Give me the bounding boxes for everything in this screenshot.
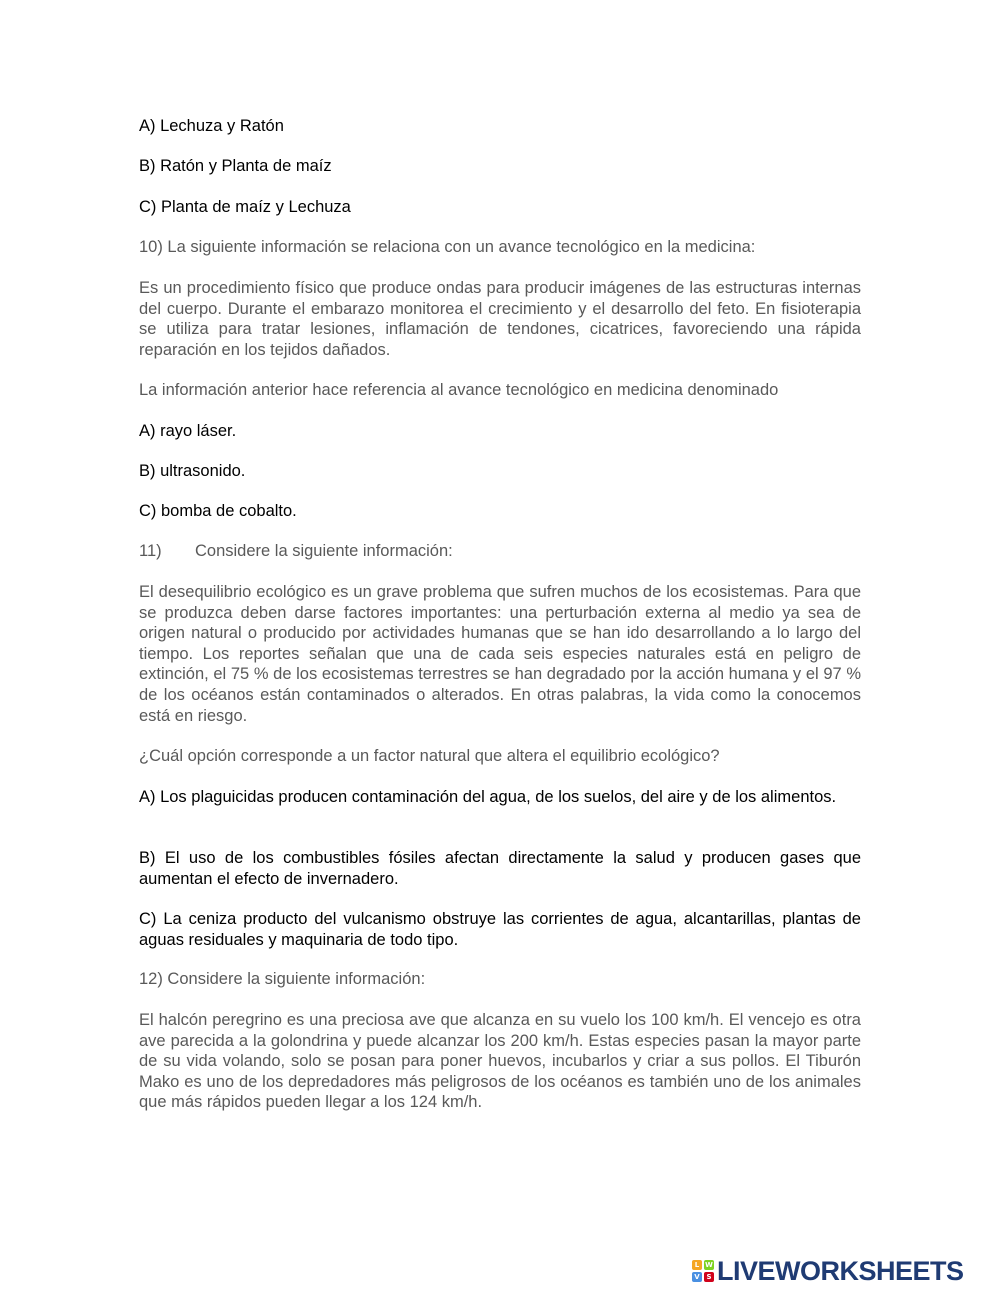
question-11-title-text: Considere la siguiente información: xyxy=(195,542,453,560)
answer-option-b-q11: B) El uso de los combustibles fósiles afectan directamente la salud y producen gases que aumentan el efecto de invernadero. xyxy=(139,849,861,888)
question-10-prompt: La información anterior hace referencia al avance tecnológico en medicina denominado xyxy=(139,381,779,399)
liveworksheets-logo-icon xyxy=(692,1260,714,1282)
logo-tile-4: S xyxy=(704,1272,714,1282)
answer-option-c-q11: C) La ceniza producto del vulcanismo obstruye las corrientes de agua, alcantarillas, plantas de aguas residuales y maquinaria de todo tipo. xyxy=(139,910,861,949)
answer-option-c-q9: C) Planta de maíz y Lechuza xyxy=(139,198,351,216)
answer-option-a-q9: A) Lechuza y Ratón xyxy=(139,117,284,135)
logo-tile-2: W xyxy=(705,1261,713,1269)
question-11-title xyxy=(139,541,861,562)
answer-option-b-q9: B) Ratón y Planta de maíz xyxy=(139,157,332,175)
question-10-title: 10) La siguiente información se relaciona con un avance tecnológico en la medicina: xyxy=(139,238,756,256)
question-12-title: 12) Considere la siguiente información: xyxy=(139,970,426,988)
liveworksheets-logo-text: LIVEWORKSHEETS xyxy=(717,1255,964,1286)
liveworksheets-logo xyxy=(692,1256,992,1286)
answer-option-a-q11: A) Los plaguicidas producen contaminación del agua, de los suelos, del aire y de los alimentos. xyxy=(139,788,837,806)
question-11-passage: El desequilibrio ecológico es un grave problema que sufren muchos de los ecosistemas. Para que se produzca deben darse factores importantes: una perturbación externa al medio ya sea de origen natural o producido por actividades humanas que se han ido desarrollando a lo largo del tiempo. Los reportes señalan que una de cada seis especies naturales está en peligro de extinción, el 75 % de los ecosistemas terrestres se han degradado por la acción humana y el 97 % de los océanos están contaminados o alterados. En otras palabras, la vida como la conocemos está en riesgo. xyxy=(139,583,861,725)
logo-tile-3: V xyxy=(692,1272,702,1282)
question-12-passage: El halcón peregrino es una preciosa ave que alcanza en su vuelo los 100 km/h. El vencejo es otra ave parecida a la golondrina y puede alcanzar los 200 km/h. Estas especies pasan la mayor parte de su vida volando, solo se posan para poner huevos, incubarlos y criar a sus pollos. El Tiburón Mako es uno de los depredadores más peligrosos de los océanos es también uno de los animales que más rápidos pueden llegar a los 124 km/h. xyxy=(139,1011,861,1112)
answer-option-c-q10: C) bomba de cobalto. xyxy=(139,502,297,520)
question-11-number: 11) xyxy=(139,542,162,560)
question-10-passage: Es un procedimiento físico que produce ondas para producir imágenes de las estructuras internas del cuerpo. Durante el embarazo monitorea el crecimiento y el desarrollo del feto. En fisioterapia se utiliza para tratar lesiones, inflamación de tendones, cicatrices, favoreciendo una rápida reparación en los tejidos dañados. xyxy=(139,279,861,359)
answer-option-b-q10: B) ultrasonido. xyxy=(139,462,246,480)
logo-tile-1: L xyxy=(692,1260,702,1270)
question-11-prompt: ¿Cuál opción corresponde a un factor natural que altera el equilibrio ecológico? xyxy=(139,747,720,765)
answer-option-a-q10: A) rayo láser. xyxy=(139,422,237,440)
